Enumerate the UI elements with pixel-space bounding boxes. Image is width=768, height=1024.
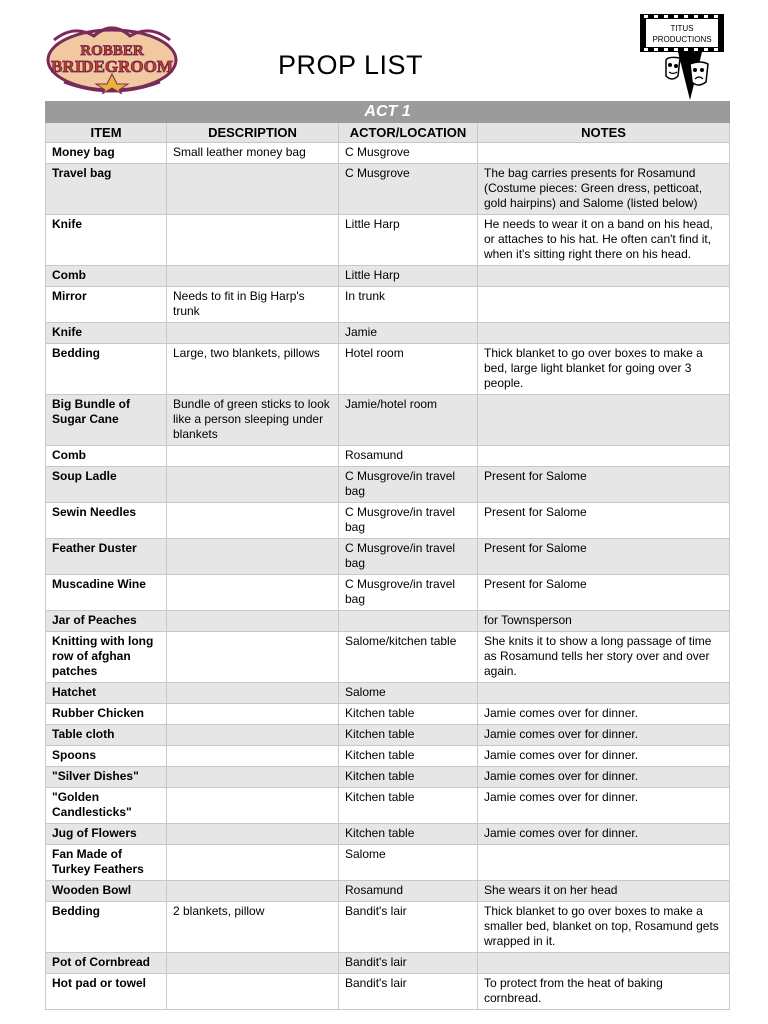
table-row — [46, 143, 730, 164]
description-cell: 2 blankets, pillow — [167, 902, 339, 953]
table-row — [46, 746, 730, 767]
column-header-actor-location: ACTOR/LOCATION — [339, 123, 478, 143]
item-cell: Jar of Peaches — [46, 611, 167, 632]
notes-cell: Jamie comes over for dinner. — [478, 704, 730, 725]
column-header-description: DESCRIPTION — [167, 123, 339, 143]
notes-cell: Present for Salome — [478, 575, 730, 611]
description-cell — [167, 215, 339, 266]
notes-cell: She wears it on her head — [478, 881, 730, 902]
page-title: PROP LIST — [278, 50, 424, 80]
item-cell: Fan Made of Turkey Feathers — [46, 845, 167, 881]
item-cell: Knife — [46, 323, 167, 344]
item-cell: Comb — [46, 446, 167, 467]
table-row — [46, 446, 730, 467]
description-cell — [167, 164, 339, 215]
location-cell: Little Harp — [339, 266, 478, 287]
description-cell — [167, 467, 339, 503]
location-cell: Bandit's lair — [339, 953, 478, 974]
notes-cell: Thick blanket to go over boxes to make a bed, large light blanket for going over 3 people. — [478, 344, 730, 395]
item-cell: Wooden Bowl — [46, 881, 167, 902]
item-cell: Knitting with long row of afghan patches — [46, 632, 167, 683]
notes-cell: Jamie comes over for dinner. — [478, 788, 730, 824]
svg-text:ROBBER: ROBBER — [80, 43, 144, 59]
notes-cell: Jamie comes over for dinner. — [478, 725, 730, 746]
description-cell — [167, 725, 339, 746]
prop-rows — [46, 143, 730, 1010]
location-cell: Kitchen table — [339, 704, 478, 725]
location-cell: C Musgrove/in travel bag — [339, 503, 478, 539]
notes-cell: The bag carries presents for Rosamund (Costume pieces: Green dress, petticoat, gold hairpins) and Salome (listed below) — [478, 164, 730, 215]
svg-text:PRODUCTIONS: PRODUCTIONS — [652, 35, 712, 44]
description-cell — [167, 575, 339, 611]
table-row — [46, 539, 730, 575]
item-cell: Rubber Chicken — [46, 704, 167, 725]
notes-cell — [478, 287, 730, 323]
table-row — [46, 323, 730, 344]
location-cell — [339, 611, 478, 632]
location-cell: Kitchen table — [339, 746, 478, 767]
table-row — [46, 881, 730, 902]
table-row — [46, 287, 730, 323]
notes-cell: She knits it to show a long passage of time as Rosamund tells her story over and over again. — [478, 632, 730, 683]
item-cell: Muscadine Wine — [46, 575, 167, 611]
table-row — [46, 974, 730, 1010]
svg-text:TITUS: TITUS — [670, 24, 694, 33]
table-row — [46, 164, 730, 215]
description-cell — [167, 446, 339, 467]
description-cell — [167, 788, 339, 824]
notes-cell — [478, 323, 730, 344]
description-cell — [167, 683, 339, 704]
item-cell: Feather Duster — [46, 539, 167, 575]
table-row — [46, 611, 730, 632]
description-cell — [167, 881, 339, 902]
location-cell: C Musgrove — [339, 143, 478, 164]
robber-bridegroom-logo — [44, 22, 180, 94]
notes-cell — [478, 845, 730, 881]
table-row — [46, 725, 730, 746]
item-cell: Pot of Cornbread — [46, 953, 167, 974]
location-cell: Kitchen table — [339, 824, 478, 845]
description-cell — [167, 845, 339, 881]
table-row — [46, 824, 730, 845]
notes-cell: Jamie comes over for dinner. — [478, 767, 730, 788]
notes-cell — [478, 446, 730, 467]
location-cell: Bandit's lair — [339, 902, 478, 953]
notes-cell: Thick blanket to go over boxes to make a smaller bed, blanket on top, Rosamund gets wrapped in it. — [478, 902, 730, 953]
notes-cell: for Townsperson — [478, 611, 730, 632]
item-cell: Soup Ladle — [46, 467, 167, 503]
table-row — [46, 215, 730, 266]
location-cell: Kitchen table — [339, 788, 478, 824]
description-cell — [167, 539, 339, 575]
table-row — [46, 845, 730, 881]
table-row — [46, 467, 730, 503]
description-cell — [167, 704, 339, 725]
item-cell: "Golden Candlesticks" — [46, 788, 167, 824]
notes-cell: Present for Salome — [478, 467, 730, 503]
location-cell: Rosamund — [339, 881, 478, 902]
table-row — [46, 632, 730, 683]
table-row — [46, 575, 730, 611]
table-row — [46, 704, 730, 725]
act-title: ACT 1 — [46, 102, 730, 123]
description-cell — [167, 824, 339, 845]
location-cell: Rosamund — [339, 446, 478, 467]
description-cell — [167, 266, 339, 287]
table-row — [46, 683, 730, 704]
item-cell: Table cloth — [46, 725, 167, 746]
table-row — [46, 266, 730, 287]
notes-cell: Jamie comes over for dinner. — [478, 824, 730, 845]
column-header-row — [46, 123, 730, 143]
notes-cell: Present for Salome — [478, 503, 730, 539]
act-header-row — [46, 102, 730, 123]
location-cell: Hotel room — [339, 344, 478, 395]
column-header-notes: NOTES — [478, 123, 730, 143]
location-cell: Little Harp — [339, 215, 478, 266]
location-cell: Jamie/hotel room — [339, 395, 478, 446]
table-row — [46, 503, 730, 539]
item-cell: Hatchet — [46, 683, 167, 704]
location-cell: Kitchen table — [339, 725, 478, 746]
item-cell: Jug of Flowers — [46, 824, 167, 845]
item-cell: Money bag — [46, 143, 167, 164]
notes-cell — [478, 266, 730, 287]
description-cell: Large, two blankets, pillows — [167, 344, 339, 395]
notes-cell: He needs to wear it on a band on his head, or attaches to his hat. He often can't find it, when it's sitting right there on his head. — [478, 215, 730, 266]
location-cell: C Musgrove/in travel bag — [339, 575, 478, 611]
item-cell: Spoons — [46, 746, 167, 767]
item-cell: Bedding — [46, 902, 167, 953]
description-cell — [167, 953, 339, 974]
location-cell: Jamie — [339, 323, 478, 344]
item-cell: Hot pad or towel — [46, 974, 167, 1010]
description-cell — [167, 632, 339, 683]
location-cell: C Musgrove/in travel bag — [339, 467, 478, 503]
notes-cell — [478, 683, 730, 704]
item-cell: Knife — [46, 215, 167, 266]
table-row — [46, 902, 730, 953]
notes-cell — [478, 143, 730, 164]
item-cell: Travel bag — [46, 164, 167, 215]
location-cell: Salome/kitchen table — [339, 632, 478, 683]
prop-list-table — [45, 101, 730, 1010]
table-row — [46, 767, 730, 788]
svg-text:BRIDEGROOM: BRIDEGROOM — [51, 57, 173, 76]
description-cell — [167, 974, 339, 1010]
titus-productions-logo — [638, 12, 728, 102]
location-cell: Salome — [339, 683, 478, 704]
description-cell: Small leather money bag — [167, 143, 339, 164]
location-cell: In trunk — [339, 287, 478, 323]
description-cell — [167, 767, 339, 788]
location-cell: Salome — [339, 845, 478, 881]
location-cell: C Musgrove/in travel bag — [339, 539, 478, 575]
description-cell — [167, 323, 339, 344]
description-cell: Bundle of green sticks to look like a person sleeping under blankets — [167, 395, 339, 446]
table-row — [46, 344, 730, 395]
table-row — [46, 953, 730, 974]
description-cell — [167, 746, 339, 767]
item-cell: Bedding — [46, 344, 167, 395]
notes-cell: To protect from the heat of baking cornbread. — [478, 974, 730, 1010]
notes-cell: Present for Salome — [478, 539, 730, 575]
item-cell: Comb — [46, 266, 167, 287]
location-cell: Kitchen table — [339, 767, 478, 788]
item-cell: Mirror — [46, 287, 167, 323]
table-row — [46, 788, 730, 824]
description-cell — [167, 503, 339, 539]
description-cell — [167, 611, 339, 632]
item-cell: Big Bundle of Sugar Cane — [46, 395, 167, 446]
notes-cell — [478, 395, 730, 446]
item-cell: Sewin Needles — [46, 503, 167, 539]
location-cell: Bandit's lair — [339, 974, 478, 1010]
table-row — [46, 395, 730, 446]
location-cell: C Musgrove — [339, 164, 478, 215]
item-cell: "Silver Dishes" — [46, 767, 167, 788]
column-header-item: ITEM — [46, 123, 167, 143]
notes-cell: Jamie comes over for dinner. — [478, 746, 730, 767]
description-cell: Needs to fit in Big Harp's trunk — [167, 287, 339, 323]
notes-cell — [478, 953, 730, 974]
